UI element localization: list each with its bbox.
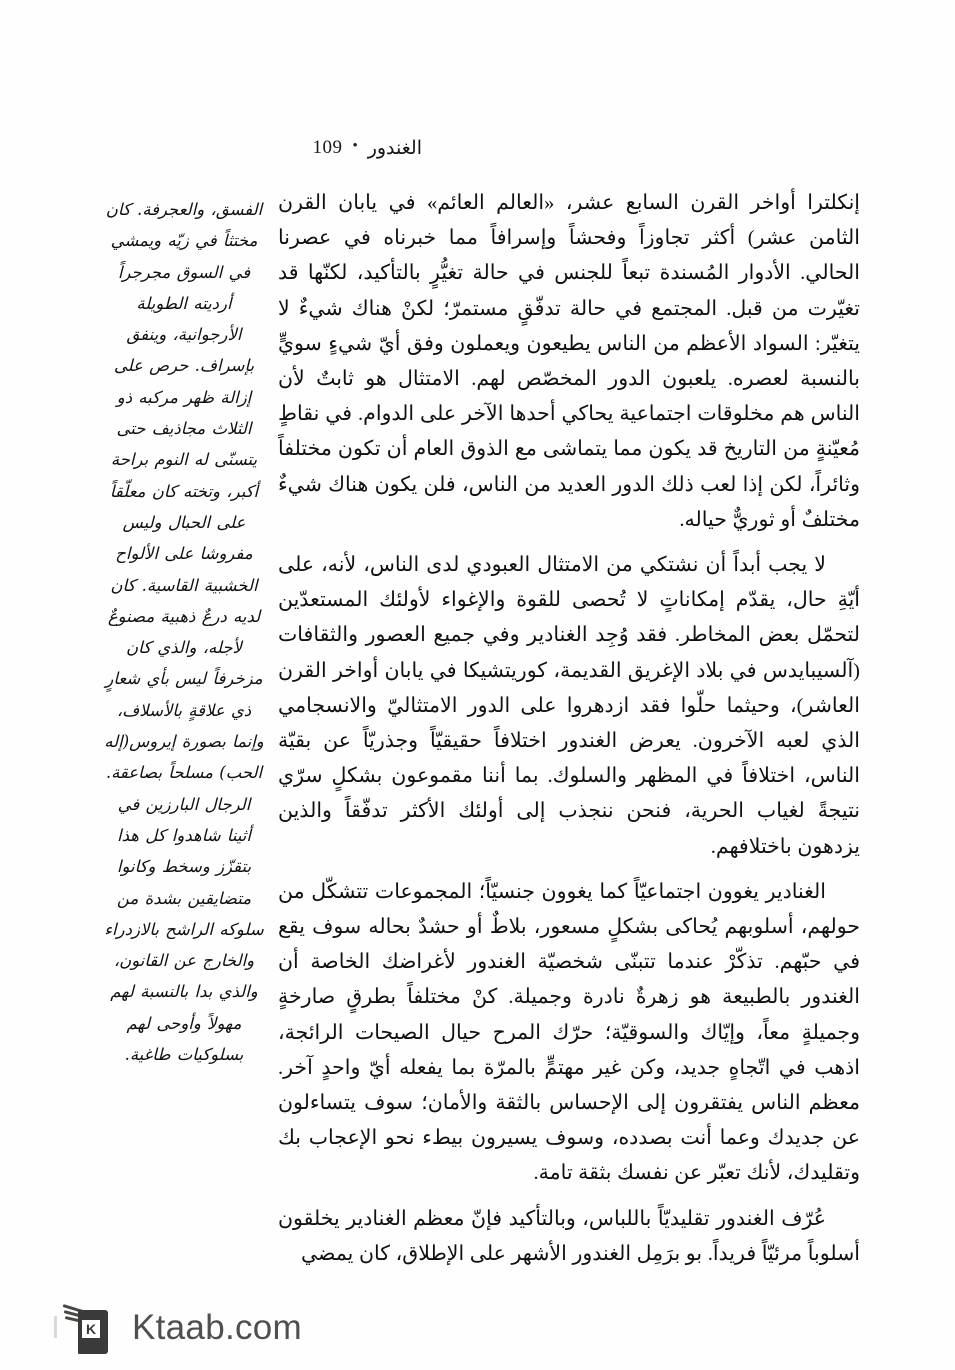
paragraph: لا يجب أبداً أن نشتكي من الامتثال العبودي لدى الناس، لأنه، على أيّةِ حال، يقدّم إمكاناتٍ لا تُحصى للقوة والإغواء لأولئك المستعدّين لتحمّل بعض المخاطر. فقد وُجِد الغنادير وفي جميع العصور والثقافات (آلسيبايدس في بلاد الإغريق القديمة، كوريتشيكا في يابان أواخر القرن العاشر)، وحيثما حلّوا فقد ازدهروا على الدور الامتثاليّ والانسجامي الذي لعبه الآخرون. يعرض الغندور اختلافاً حقيقيّاً وجذريّاً عن بقيّة الناس، اختلافاً في المظهر والسلوك. بما أننا مقموعون بشكلٍ سرّي نتيجةً لغياب الحرية، فنحن ننجذب إلى أولئك الأكثر تدفّقاً والذين يزدهون باختلافهم.: [278, 554, 860, 858]
margin-note-text: الفسق، والعجرفة. كان مختثاً في زيّه ويمشي في السوق مجرجراً أرديته الطويلة الأرجوانية، وينفق بإسراف. حرص على إزالة ظهر مركبه ذو الثلاث مجاذيف حتى يتسنّى له النوم براحة أكبر، وتخته كان معلّقاً على الحبال وليس مفروشا على الألواح الخشبية القاسية. كان لديه درعٌ ذهبية مصنوعٌ لأجله، والذي كان مزخرفاً ليس بأي شعارٍ ذي علاقةٍ بالأسلاف، وإنما بصورة إيروس(إله الحب) مسلحاً بصاعقة. الرجال البارزين في أثينا شاهدوا كل هذا بتقزّز وسخط وكانوا متضايقين بشدة من سلوكه الراشح بالازدراء والخارج عن القانون، والذي بدا بالنسبة لهم مهولاً وأوحى لهم بسلوكيات طاغية.: [104, 200, 264, 1065]
running-header: [122, 134, 422, 162]
margin-note-column: [104, 194, 264, 1070]
paragraph: الغنادير يغوون اجتماعيّاً كما يغوون جنسيّاً؛ المجموعات تتشكّل من حولهم، أسلوبهم يُحاكى بشكلٍ مسعور، بلاطٌ أو حشدٌ بحاله سوف يقع في حبّهم. تذكّرْ عندما تتبنّى شخصيّة الغندور لأغراضك الخاصة أن الغندور بالطبيعة هو زهرةٌ نادرة وجميلة. كنْ مختلفاً بطرقٍ صارخةٍ وجميلةٍ معاً، وإيّاك والسوقيّة؛ حرّك المرح حيال الصيحات الرائجة، اذهب في اتّجاهٍ جديد، وكن غير مهتمٍّ بالمرّة بما يفعله أيّ واحدٍ آخر. معظم الناس يفتقرون إلى الإحساس بالثقة والأمان؛ سوف يتساءلون عن جديدك وعما أنت بصدده، وسوف يسيرون بيطء نحو الإعجاب بك وتقليدك، لأنك تعبّر عن نفسك بثقة تامة.: [278, 880, 860, 1185]
logo-letter: K: [82, 1320, 100, 1338]
page-body: [104, 186, 860, 1265]
book-title: الغندور: [367, 137, 422, 159]
header-separator-dot: •: [352, 138, 358, 154]
page-number: 109: [312, 137, 343, 158]
open-book-icon: [62, 1298, 118, 1356]
site-watermark: [62, 1298, 302, 1356]
paragraph: عُرّف الغندور تقليديّاً باللباس، وبالتأكيد فإنّ معظم الغنادير يخلقون أسلوباً مرئيّاً فريداً. بو برَمِل الغندور الأشهر على الإطلاق، كان يمضي: [278, 1207, 860, 1265]
site-name-text: Ktaab.com: [132, 1307, 303, 1347]
page-edge-tick: [54, 1316, 57, 1338]
main-text-column: [278, 186, 860, 1282]
paragraph: إنكلترا أواخر القرن السابع عشر، «العالم العائم» في يابان القرن الثامن عشر) أكثر تجاوزاً وفحشاً وإسرافاً مما خبرناه في عصرنا الحالي. الأدوار المُسندة تبعاً للجنس في حالة تغيُّرٍ بالتأكيد، لكنّها قد تغيّرت من قبل. المجتمع في حالة تدفّقٍ مستمرّ؛ لكنْ هناك شيءٌ لا يتغيّر: السواد الأعظم من الناس يطيعون ويعملون وفق أيّ شيءٍ سويٍّ بالنسبة لعصره. يلعبون الدور المخصّص لهم. الامتثال هو ثابتٌ لأن الناس هم مخلوقات اجتماعية يحاكي أحدها الآخر على الدوام. في نقاطٍ مُعيّنةٍ من التاريخ قد يكون مما يتماشى مع الذوق العام أن تكون مختلفاً وثائراً، لكن إذا لعب ذلك الدور العديد من الناس، فلن يكون هناك شيءٌ مختلفٌ أو ثوريٌّ حياله.: [278, 192, 860, 531]
